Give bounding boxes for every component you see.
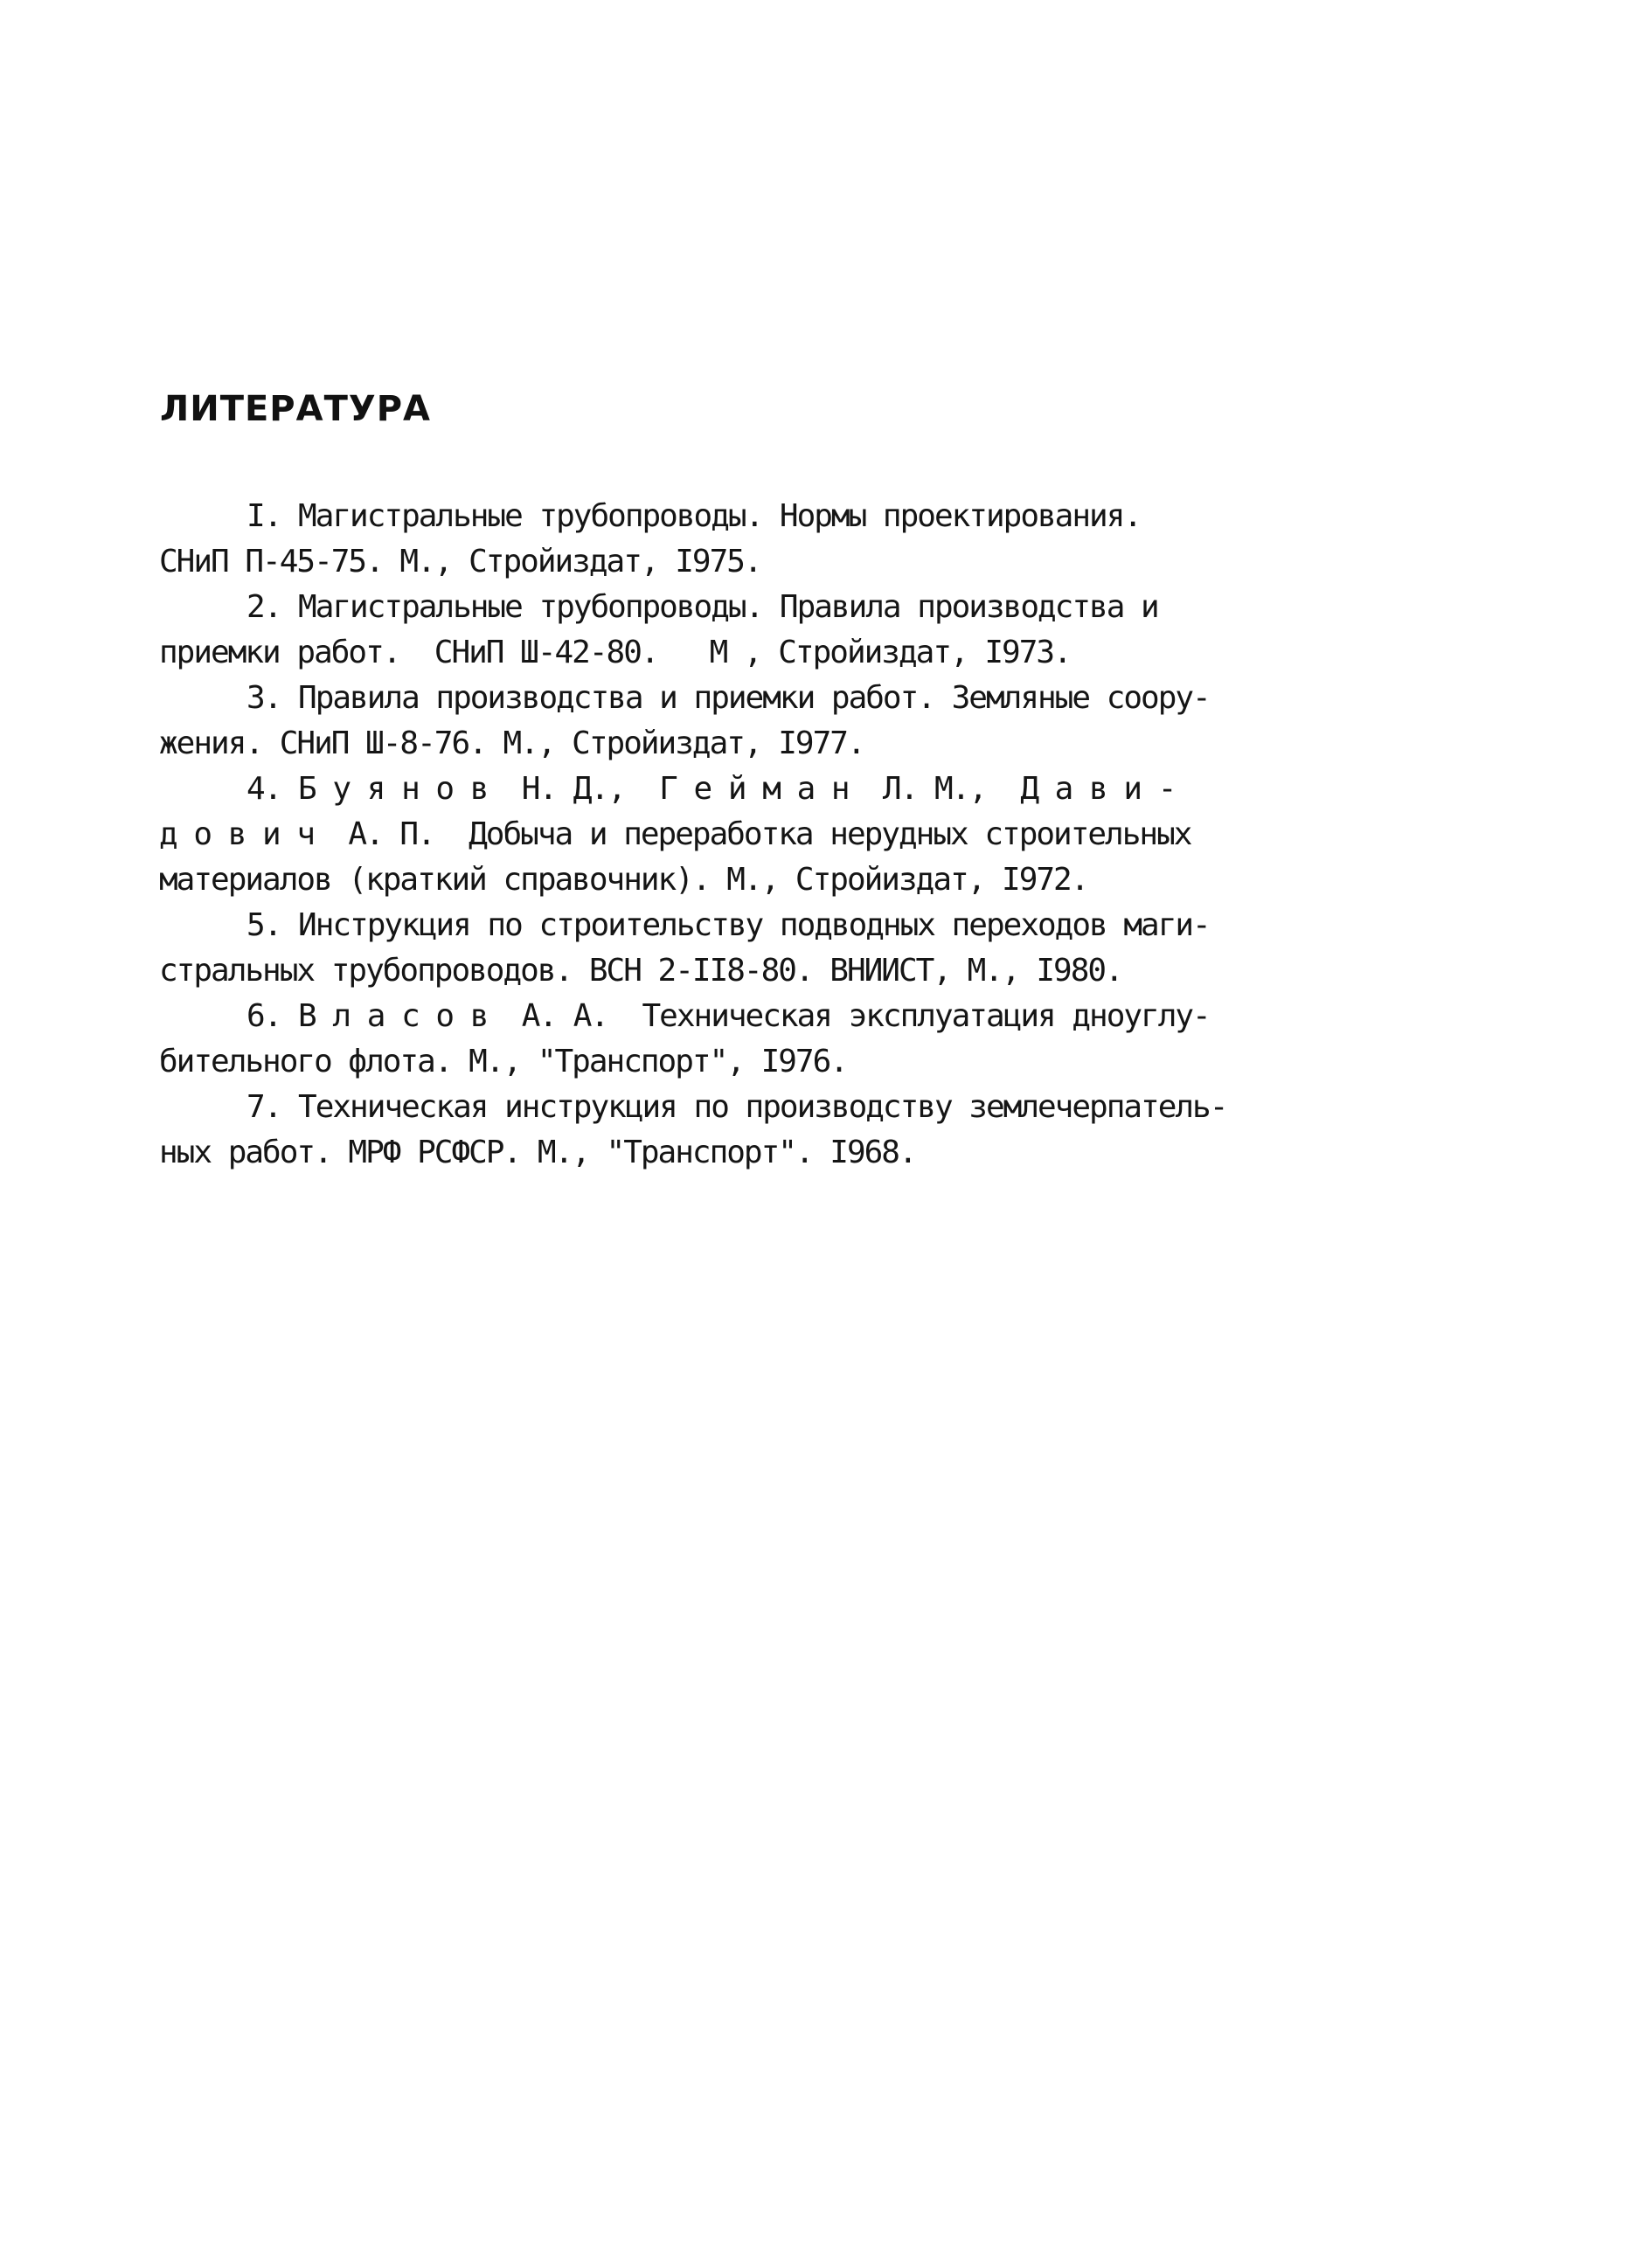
reference-4-line-1: 4. Б у я н о в Н. Д., Г е й м а н Л. М., Д а в и - [246,771,1176,807]
reference-2-line-1: 2. Магистральные трубопроводы. Правила производства и [246,589,1158,625]
reference-1-line-1: I. Магистральные трубопроводы. Нормы проектирования. [246,498,1142,534]
reference-4-line-3: материалов (краткий справочник). М., Стройиздат, I972. [159,862,1088,898]
reference-5-line-2: стральных трубопроводов. ВСН 2-II8-80. ВНИИСТ, М., I980. [159,953,1122,989]
reference-1-line-2: СНиП П-45-75. М., Стройиздат, I975. [159,544,761,580]
reference-6-line-2: бительного флота. М., "Транспорт", I976. [159,1044,847,1079]
reference-3-line-2: жения. СНиП Ш-8-76. М., Стройиздат, I977. [159,725,864,761]
reference-7-line-2: ных работ. МРФ РСФСР. М., "Транспорт". I968. [159,1135,916,1170]
reference-6-line-1: 6. В л а с о в А. А. Техническая эксплуатация дноуглу- [246,998,1210,1034]
page-title: ЛИТЕРАТУРА [160,389,431,429]
reference-list [159,494,1295,1176]
reference-2-line-2: приемки работ. СНиП Ш-42-80. М , Стройиздат, I973. [159,635,1071,670]
reference-5-line-1: 5. Инструкция по строительству подводных переходов маги- [246,907,1210,943]
reference-3-line-1: 3. Правила производства и приемки работ. Земляные соору- [246,680,1210,716]
reference-7-line-1: 7. Техническая инструкция по производству землечерпатель- [246,1089,1227,1125]
reference-4-line-2: д о в и ч А. П. Добыча и переработка нерудных строительных [159,816,1191,852]
